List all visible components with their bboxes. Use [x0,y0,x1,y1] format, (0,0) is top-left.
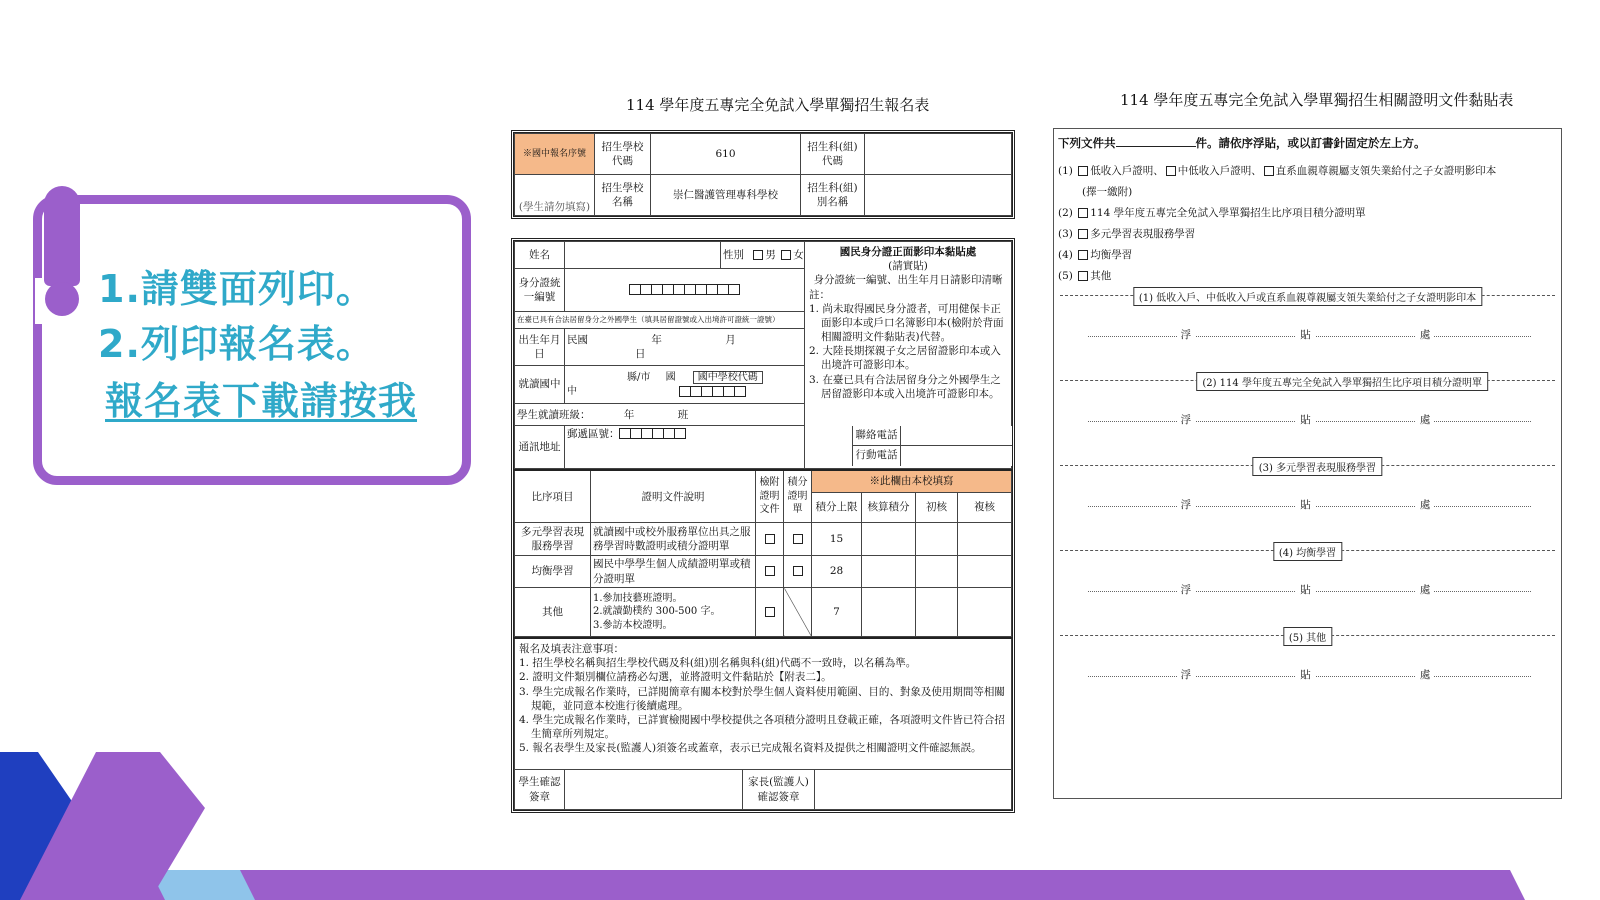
name-field[interactable] [565,242,721,269]
balanced-checkbox[interactable] [1078,250,1088,260]
item-no: (4) [1058,249,1073,261]
download-form-link[interactable]: 報名表下載請按我 [105,379,418,423]
id-paste-desc: 身分證統一編號、出生年月日請影印清晰 [813,274,1003,287]
low-income-checkbox[interactable] [1078,166,1088,176]
table-row [515,555,1012,587]
attach-checkbox[interactable] [756,588,784,637]
section-tag: (1) 低收入戶、中低收入戶或直系血親尊親屬支領失業給付之子女證明影印本 [1133,287,1482,306]
section-divider [1060,627,1555,643]
mobile-field[interactable] [901,446,1012,466]
mobile-label: 行動電話 [853,446,901,466]
note-item: 1. 招生學校名稱與招生學校代碼及科(組)別名稱與科(組)代碼不一致時，以名稱為準。 [519,657,917,670]
section-divider [1060,457,1555,473]
unemployment-checkbox[interactable] [1264,166,1274,176]
paste-word: 處 [1416,667,1435,682]
score-item: 多元學習表現服務學習 [515,523,591,555]
zip-boxes[interactable] [620,428,686,439]
jhs-code-label: 國中學校代碼 [693,371,763,384]
score-item: 其他 [515,588,591,637]
foreign-student-note: 在臺已具有合法居留身分之外國學生（填具居留證號或入出境許可證統一證號） [515,311,805,328]
sheet-checkbox[interactable] [784,555,812,587]
score-second-field[interactable] [958,555,1012,587]
paste-word: 浮 [1177,327,1196,342]
paste-word: 貼 [1296,667,1315,682]
score-first-field[interactable] [916,555,958,587]
section-tag: (3) 多元學習表現服務學習 [1253,457,1382,476]
zip-label: 郵遞區號： [567,427,620,440]
paste-word: 處 [1416,412,1435,427]
score-doc: 國民中學學生個人成績證明單或積分證明單 [591,555,756,587]
item-text: 其他 [1090,270,1112,282]
score-doc [591,588,756,637]
dept-name-field[interactable] [865,175,1012,216]
paste-word: 貼 [1296,497,1315,512]
attach-header [1058,135,1426,151]
notice-line-2: 2.列印報名表。 [98,322,375,366]
score-first-field[interactable] [916,588,958,637]
phone-row [853,426,1012,446]
paste-word: 浮 [1177,497,1196,512]
section-divider [1060,372,1555,388]
score-second-field[interactable] [958,588,1012,637]
score-doc-line-1: 1.參加技藝班證明。 [593,592,683,604]
phone-block [852,426,1012,466]
item-no: (2) [1058,207,1073,219]
item-text: 114 學年度五專完全免試入學單獨招生比序項目積分證明單 [1090,207,1366,219]
service-checkbox[interactable] [1078,229,1088,239]
address-label: 通訊地址 [515,425,565,468]
class-field[interactable] [515,404,805,426]
attach-head-a: 下列文件共 [1058,136,1116,150]
item-text: 均衡學習 [1090,249,1133,261]
paste-area [1088,497,1531,511]
paste-word: 浮 [1177,412,1196,427]
table-row [515,523,1012,555]
id-number-field[interactable] [565,268,805,311]
paste-word: 浮 [1177,667,1196,682]
dept-name-label: 招生科(組)別名稱 [801,175,865,216]
purple-bottom-band [0,870,1525,900]
attach-item-2 [1058,205,1366,220]
paste-word: 處 [1416,327,1435,342]
reg-no-note: (學生請勿填寫) [515,175,595,216]
dept-code-field[interactable] [865,134,1012,175]
paste-word: 處 [1416,497,1435,512]
paste-word: 貼 [1296,582,1315,597]
attach-item-1 [1058,163,1496,178]
attach-item-3 [1058,226,1195,241]
light-blue-shape [150,870,255,900]
paste-area [1088,412,1531,426]
attach-checkbox[interactable] [756,523,784,555]
id-label: 身分證統一編號 [515,268,565,311]
score-first-field[interactable] [916,523,958,555]
student-sign-field[interactable] [565,770,743,810]
birth-era: 民國 [567,333,588,346]
score-limit-header: 積分上限 [812,492,862,522]
score-limit: 7 [812,588,862,637]
form-header-table [511,130,1015,219]
school-use-header: ※此欄由本校填寫 [812,470,1012,492]
note-item: 3. 學生完成報名作業時，已詳閱簡章有關本校對於學生個人資料使用範圍、目的、對象及使用期間等相關規範，並同意本校進行後續處理。 [519,685,1005,712]
section-tag: (5) 其他 [1283,627,1332,646]
mid-low-income-checkbox[interactable] [1166,166,1176,176]
score-calc-field[interactable] [862,588,916,637]
paste-area [1088,327,1531,341]
birth-year-unit: 年 [651,333,662,346]
student-sign-label: 學生確認簽章 [515,770,565,810]
score-calc-field[interactable] [862,555,916,587]
form-title: 114 學年度五專完全免試入學單獨招生報名表 [626,96,930,114]
phone-field[interactable] [901,426,1012,445]
phone-label: 聯絡電話 [853,426,901,445]
birth-label: 出生年月日 [515,329,565,366]
item-text: 直系血親尊親屬支領失業給付之子女證明影印本 [1275,165,1497,177]
exclamation-icon [44,186,80,286]
female-checkbox[interactable] [781,250,791,260]
school-name-label: 招生學校名稱 [595,175,651,216]
school-code-label: 招生學校代碼 [595,134,651,175]
class-unit: 班 [677,408,689,421]
dept-code-label: 招生科(組)代碼 [801,134,865,175]
attach-checkbox[interactable] [756,555,784,587]
id-note-2: 2. 大陸長期探親子女之居留證影印本或入出境許可證影印本。 [809,345,1001,372]
notes-title: 報名及填表注意事項： [519,643,624,655]
item-text: 多元學習表現服務學習 [1090,228,1196,240]
item-text: 低收入戶證明、 [1090,165,1164,177]
attach-head-b: 件。 [1195,136,1219,150]
id-paste-title: 國民身分證正面影印本黏貼處 [839,246,977,258]
name-label: 姓名 [515,242,565,269]
item-no: (5) [1058,270,1073,282]
sheet-checkbox[interactable] [784,523,812,555]
jhs-code-boxes[interactable] [680,386,746,397]
attach-item-5 [1058,268,1111,283]
exclamation-dot-icon [45,282,79,316]
score-item: 均衡學習 [515,555,591,587]
score-limit: 28 [812,555,862,587]
id-note-1: 1. 尚未取得國民身分證者，可用健保卡正面影印本或戶口名簿影印本(檢附於背面相關證明文件黏貼表)代替。 [809,302,1004,344]
score-header-item: 比序項目 [515,470,591,523]
attach-title: 114 學年度五專完全免試入學單獨招生相關證明文件黏貼表 [1120,91,1514,109]
note-label: 註： [809,288,830,301]
section-tag: (2) 114 學年度五專完全免試入學單獨招生比序項目積分證明單 [1196,372,1488,391]
paste-area [1088,582,1531,596]
country-unit: 國 [665,372,676,384]
county-unit: 縣/市 [627,372,651,384]
reg-no-label: ※國中報名序號 [515,134,595,175]
note-item: 2. 證明文件類別欄位請務必勾選，並將證明文件黏貼於【附表二】。 [519,671,832,684]
choose-one-note: (擇一繳附) [1082,186,1133,198]
score-calc-header: 核算積分 [862,492,916,522]
score-header-attach: 檢附證明文件 [756,470,784,523]
school-name-value: 崇仁醫護管理專科學校 [651,175,801,216]
note-item: 4. 學生完成報名作業時，已詳實檢閱國中學校提供之各項積分證明且登載正確，各項證明文件皆已符合招生簡章所列規定。 [519,713,1005,741]
registration-notes [515,638,1012,770]
score-sheet-checkbox[interactable] [1078,208,1088,218]
id-paste-sub: (請實貼) [888,260,928,273]
table-row [515,588,1012,637]
address-field[interactable] [565,425,805,468]
item-no: (3) [1058,228,1073,240]
section-tag: (4) 均衡學習 [1273,542,1342,561]
male-label: 男 [765,248,776,261]
score-second-field[interactable] [958,523,1012,555]
score-header-sheet: 積分證明單 [784,470,812,523]
paste-word: 處 [1416,582,1435,597]
paste-area [1088,667,1531,681]
section-divider [1060,287,1555,303]
notice-line-1: 1.請雙面列印。 [98,267,375,311]
parent-sign-field[interactable] [815,770,1012,810]
score-header-doc: 證明文件說明 [591,470,756,523]
section-divider [1060,542,1555,558]
note-item: 5. 報名表學生及家長(監護人)須簽名或蓋章，表示已完成報名資料及提供之相關證明文件確認無誤。 [519,742,982,755]
id-note-3: 3. 在臺已具有合法居留身分之外國學生之居留證影印本或入出境許可證影印本。 [809,373,1001,400]
parent-sign-label: 家長(監護人)確認簽章 [743,770,815,810]
score-doc: 就讀國中或校外服務單位出具之服務學習時數證明或積分證明單 [591,523,756,555]
item-no: (1) [1058,165,1073,177]
school-code-value: 610 [651,134,801,175]
gender-field[interactable] [721,242,805,269]
mobile-row [853,446,1012,466]
female-label: 女 [793,248,804,261]
birth-day-unit: 日 [635,347,646,360]
score-calc-field[interactable] [862,523,916,555]
attach-item-4 [1058,247,1132,262]
blue-triangle [0,752,140,900]
attach-head-c: 請依序浮貼，或以訂書針固定於左上方。 [1218,136,1426,150]
other-checkbox[interactable] [1078,271,1088,281]
score-doc-line-2: 2.就讀勤樸約 300-500 字。 [593,606,721,618]
school-attend-label: 就讀國中 [515,365,565,404]
purple-chevron [20,752,205,900]
birth-field[interactable] [565,329,805,366]
class-label: 學生就讀班級： [517,408,591,421]
score-limit: 15 [812,523,862,555]
school-attend-field[interactable] [565,365,805,404]
item-text: 中低收入戶證明、 [1177,165,1262,177]
male-checkbox[interactable] [753,250,763,260]
attach-sheet [1053,128,1562,799]
doc-count-field[interactable] [1116,146,1196,147]
sheet-na-cell [784,588,812,637]
form-main-table [511,238,1015,813]
gender-label: 性別 [723,248,744,261]
middle-unit: 中 [567,385,577,397]
paste-word: 貼 [1296,412,1315,427]
paste-word: 浮 [1177,582,1196,597]
paste-word: 貼 [1296,327,1315,342]
score-second-header: 複核 [958,492,1012,522]
birth-month-unit: 月 [725,333,736,346]
grade-unit: 年 [623,408,635,421]
score-first-header: 初核 [916,492,958,522]
score-doc-line-3: 3.參訪本校證明。 [593,619,673,631]
